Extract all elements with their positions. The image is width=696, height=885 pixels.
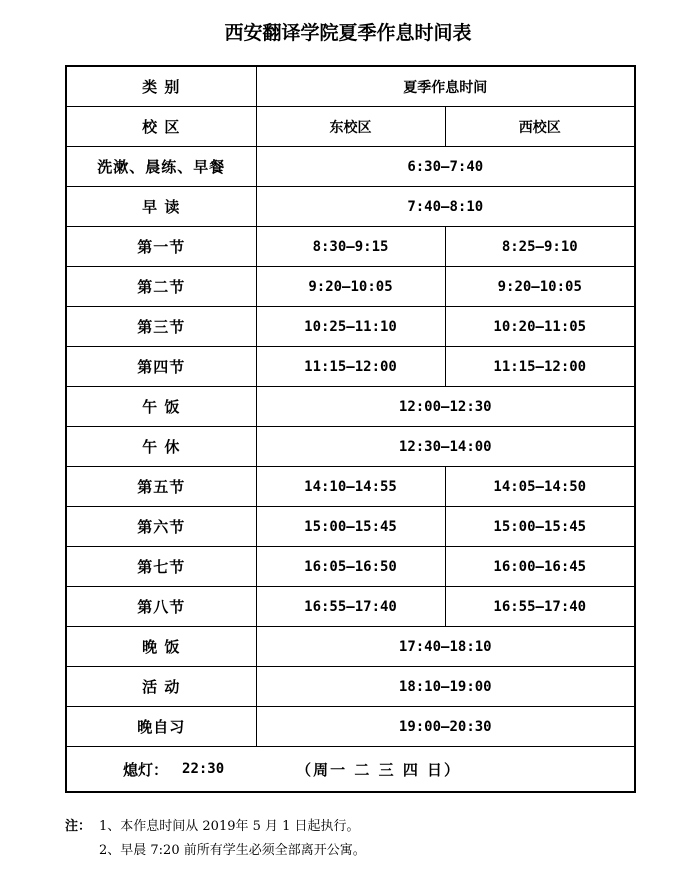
shared-time-cell: 7:40—8:10 — [256, 187, 635, 227]
row-label: 午 休 — [66, 427, 256, 467]
table-row — [66, 387, 635, 427]
row-label: 午 饭 — [66, 387, 256, 427]
east-campus-time-cell: 11:15—12:00 — [256, 347, 445, 387]
lights-out-row — [66, 747, 635, 793]
table-row — [66, 227, 635, 267]
table-row — [66, 347, 635, 387]
west-campus-time-cell: 15:00—15:45 — [445, 507, 635, 547]
east-campus-header: 东校区 — [256, 107, 445, 147]
east-campus-time-cell: 15:00—15:45 — [256, 507, 445, 547]
east-campus-time-cell: 16:05—16:50 — [256, 547, 445, 587]
table-row — [66, 307, 635, 347]
east-campus-time-cell: 9:20—10:05 — [256, 267, 445, 307]
west-campus-header: 西校区 — [445, 107, 635, 147]
east-campus-time-cell: 14:10—14:55 — [256, 467, 445, 507]
note-row — [65, 839, 366, 863]
east-campus-time-cell: 10:25—11:10 — [256, 307, 445, 347]
row-label: 第八节 — [66, 587, 256, 627]
row-label: 第五节 — [66, 467, 256, 507]
shared-time-cell: 17:40—18:10 — [256, 627, 635, 667]
row-label: 第一节 — [66, 227, 256, 267]
row-label: 第三节 — [66, 307, 256, 347]
shared-time-cell: 12:30—14:00 — [256, 427, 635, 467]
campus-header: 校 区 — [66, 107, 256, 147]
row-label: 第六节 — [66, 507, 256, 547]
row-label: 活 动 — [66, 667, 256, 707]
west-campus-time-cell: 14:05—14:50 — [445, 467, 635, 507]
row-label: 第二节 — [66, 267, 256, 307]
footer-body — [66, 747, 635, 793]
table-row — [66, 507, 635, 547]
shared-time-cell: 19:00—20:30 — [256, 707, 635, 747]
table-row — [66, 427, 635, 467]
lights-out-cell — [66, 747, 635, 793]
east-campus-time-cell: 16:55—17:40 — [256, 587, 445, 627]
table-row — [66, 187, 635, 227]
header-row-category — [66, 66, 635, 107]
page-title: 西安翻译学院夏季作息时间表 — [224, 22, 472, 44]
table-row — [66, 707, 635, 747]
west-campus-time-cell: 9:20—10:05 — [445, 267, 635, 307]
note-prefix: 注： — [65, 819, 92, 834]
note-row — [65, 815, 366, 839]
header-row-campus — [66, 107, 635, 147]
row-label: 晚自习 — [66, 707, 256, 747]
schedule-body — [66, 66, 635, 747]
category-header: 类 别 — [66, 66, 256, 107]
shared-time-cell: 18:10—19:00 — [256, 667, 635, 707]
east-campus-time-cell: 8:30—9:15 — [256, 227, 445, 267]
schedule-header: 夏季作息时间 — [256, 66, 635, 107]
row-label: 第七节 — [66, 547, 256, 587]
shared-time-cell: 6:30—7:40 — [256, 147, 635, 187]
table-row — [66, 587, 635, 627]
west-campus-time-cell: 16:55—17:40 — [445, 587, 635, 627]
west-campus-time-cell: 16:00—16:45 — [445, 547, 635, 587]
lights-out-time: 22:30 — [182, 761, 225, 777]
table-row — [66, 267, 635, 307]
row-label: 洗漱、晨练、早餐 — [66, 147, 256, 187]
row-label: 第四节 — [66, 347, 256, 387]
lights-out-label: 熄灯： — [123, 760, 169, 779]
west-campus-time-cell: 8:25—9:10 — [445, 227, 635, 267]
table-row — [66, 467, 635, 507]
west-campus-time-cell: 11:15—12:00 — [445, 347, 635, 387]
table-row — [66, 147, 635, 187]
note-item: 2、早晨 7:20 前所有学生必须全部离开公寓。 — [99, 843, 366, 858]
shared-time-cell: 12:00—12:30 — [256, 387, 635, 427]
table-row — [66, 547, 635, 587]
row-label: 晚 饭 — [66, 627, 256, 667]
table-row — [66, 627, 635, 667]
west-campus-time-cell: 10:20—11:05 — [445, 307, 635, 347]
note-item: 1、本作息时间从 2019年 5 月 1 日起执行。 — [99, 819, 360, 834]
notes — [65, 815, 366, 863]
note-prefix-spacer — [65, 839, 99, 863]
row-label: 早 读 — [66, 187, 256, 227]
lights-out-days: （周一 二 三 四 日） — [296, 760, 462, 779]
table-row — [66, 667, 635, 707]
schedule-table — [65, 65, 636, 793]
